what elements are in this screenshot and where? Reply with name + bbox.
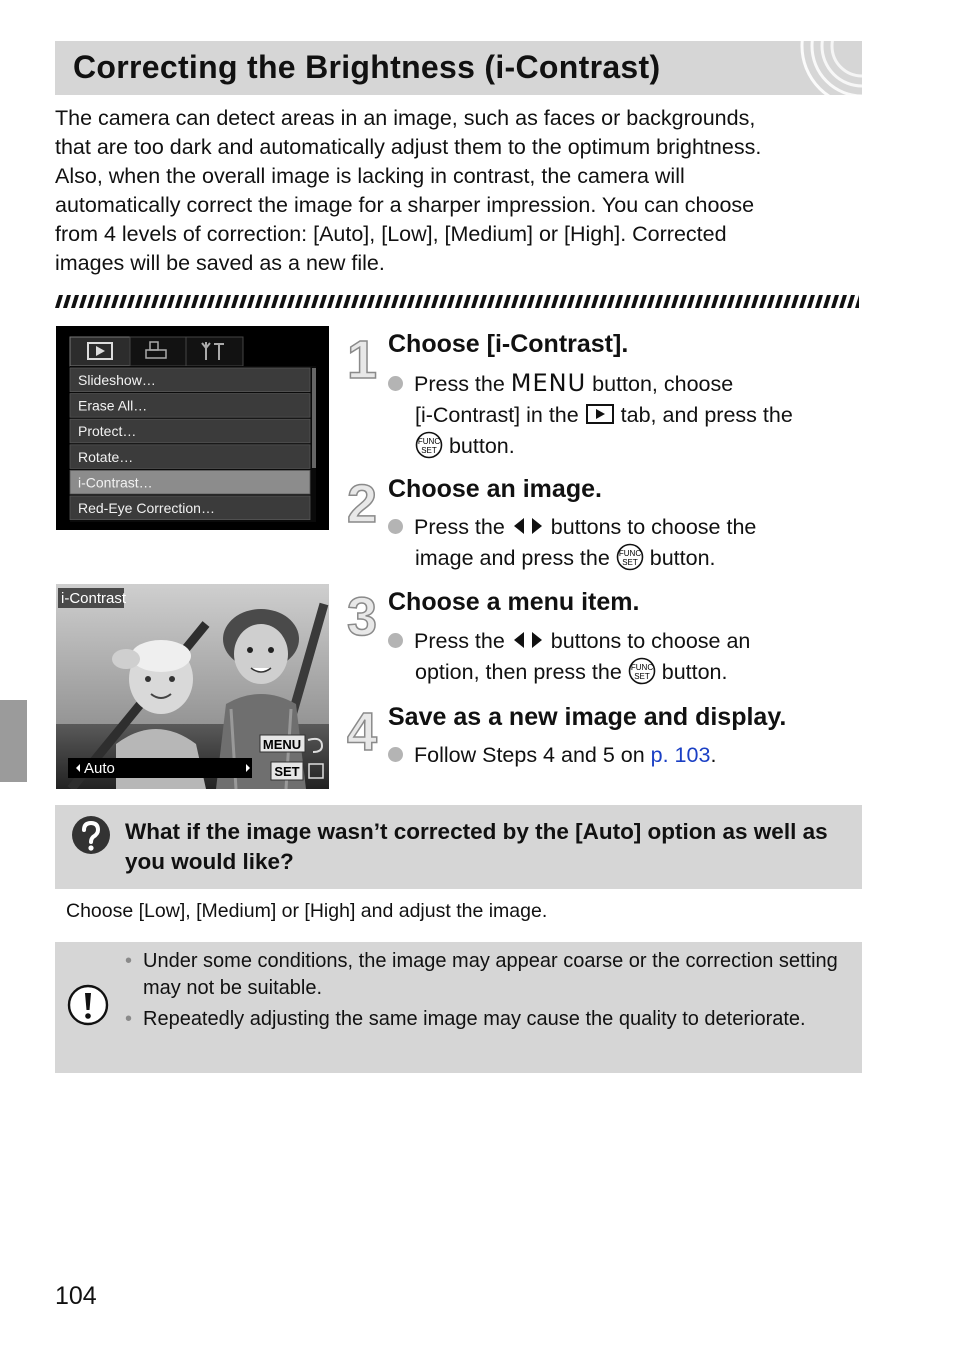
page-link[interactable]: p. 103 <box>650 743 711 767</box>
i-contrast-label: i-Contrast <box>61 590 127 607</box>
intro-line: that are too dark and automatically adjust them to the optimum brightness. <box>55 135 762 159</box>
menu-row-label: Slideshow… <box>78 372 156 388</box>
faq-answer: Choose [Low], [Medium] or [High] and adjust the image. <box>66 900 548 922</box>
step-body-2: Press the buttons to choose the image and press the FUNC SET button. <box>388 512 858 574</box>
menu-button-label: MENU <box>262 737 302 752</box>
svg-text:SET: SET <box>633 672 650 682</box>
camera-menu-screenshot <box>56 326 329 530</box>
svg-text:FUNC: FUNC <box>630 663 653 673</box>
func-set-button-icon <box>415 431 443 459</box>
menu-row-label: Red-Eye Correction… <box>78 500 215 516</box>
left-right-arrows-icon <box>511 515 545 537</box>
bullet-icon <box>388 519 403 534</box>
step-title-3: Choose a menu item. <box>388 588 640 616</box>
menu-button-icon: MENU <box>510 369 587 397</box>
menu-row-label: Protect… <box>78 423 137 440</box>
hatch-divider <box>55 295 859 308</box>
caution-exclamation-icon <box>67 984 109 1026</box>
bullet-icon <box>388 633 403 648</box>
decorative-arcs-icon <box>772 41 862 95</box>
question-icon <box>71 815 111 855</box>
step-title-2: Choose an image. <box>388 475 602 503</box>
title-bar <box>55 41 862 95</box>
step-number-1: 1 <box>347 330 378 390</box>
step-number-2: 2 <box>347 474 378 534</box>
step-body-3: Press the buttons to choose an option, then press the FUNC SET button. <box>388 626 858 688</box>
step-number-4: 4 <box>347 702 378 762</box>
caution-item: • Repeatedly adjusting the same image may cause the quality to deteriorate. <box>125 1006 855 1033</box>
option-value: Auto <box>84 760 115 777</box>
caution-item: • Under some conditions, the image may appear coarse or the correction setting may not be suitable. <box>125 950 838 999</box>
svg-text:FUNC: FUNC <box>417 437 441 447</box>
intro-line: automatically correct the image for a sharper impression. You can choose <box>55 193 755 217</box>
faq-question: What if the image wasn’t corrected by the [Auto] option as well as you would like? <box>125 819 828 874</box>
set-button-label: SET <box>274 764 300 779</box>
bullet-icon <box>388 747 403 762</box>
step-body-1: Press the MENU button, choose [i-Contrast] in the tab, and press the FUNC SET button. <box>388 368 858 462</box>
page-number: 104 <box>55 1282 97 1310</box>
intro-line: Also, when the overall image is lacking in contrast, the camera will <box>55 164 685 188</box>
step-body-4: Follow Steps 4 and 5 on p. 103. <box>388 740 858 771</box>
playback-tab-icon <box>585 403 615 425</box>
menu-row-label: Rotate… <box>78 448 134 465</box>
intro-line: images will be saved as a new file. <box>55 251 385 275</box>
menu-row-label: i-Contrast… <box>78 474 153 491</box>
step-number-3: 3 <box>347 587 378 647</box>
intro-paragraph <box>55 104 855 278</box>
func-set-button-icon <box>616 543 644 571</box>
svg-text:SET: SET <box>421 446 437 456</box>
step-title-1: Choose [i-Contrast]. <box>388 330 629 358</box>
step-title-4: Save as a new image and display. <box>388 703 787 731</box>
bullet-icon: • <box>125 950 133 972</box>
menu-row-label: Erase All… <box>78 397 148 414</box>
svg-text:SET: SET <box>622 558 638 568</box>
faq-box <box>55 805 862 889</box>
intro-line: The camera can detect areas in an image, such as faces or backgrounds, <box>55 106 756 130</box>
bullet-icon: • <box>125 1008 133 1030</box>
left-right-arrows-icon <box>511 629 545 651</box>
bullet-icon <box>388 376 403 391</box>
func-set-button-icon <box>628 657 656 685</box>
intro-line: from 4 levels of correction: [Auto], [Low], [Medium] or [High]. Corrected <box>55 222 727 246</box>
i-contrast-photo-screenshot <box>56 584 329 789</box>
caution-box <box>55 942 862 1073</box>
chapter-side-tab <box>0 700 27 782</box>
svg-text:FUNC: FUNC <box>618 549 641 559</box>
page-title: Correcting the Brightness (i-Contrast) <box>73 49 661 85</box>
